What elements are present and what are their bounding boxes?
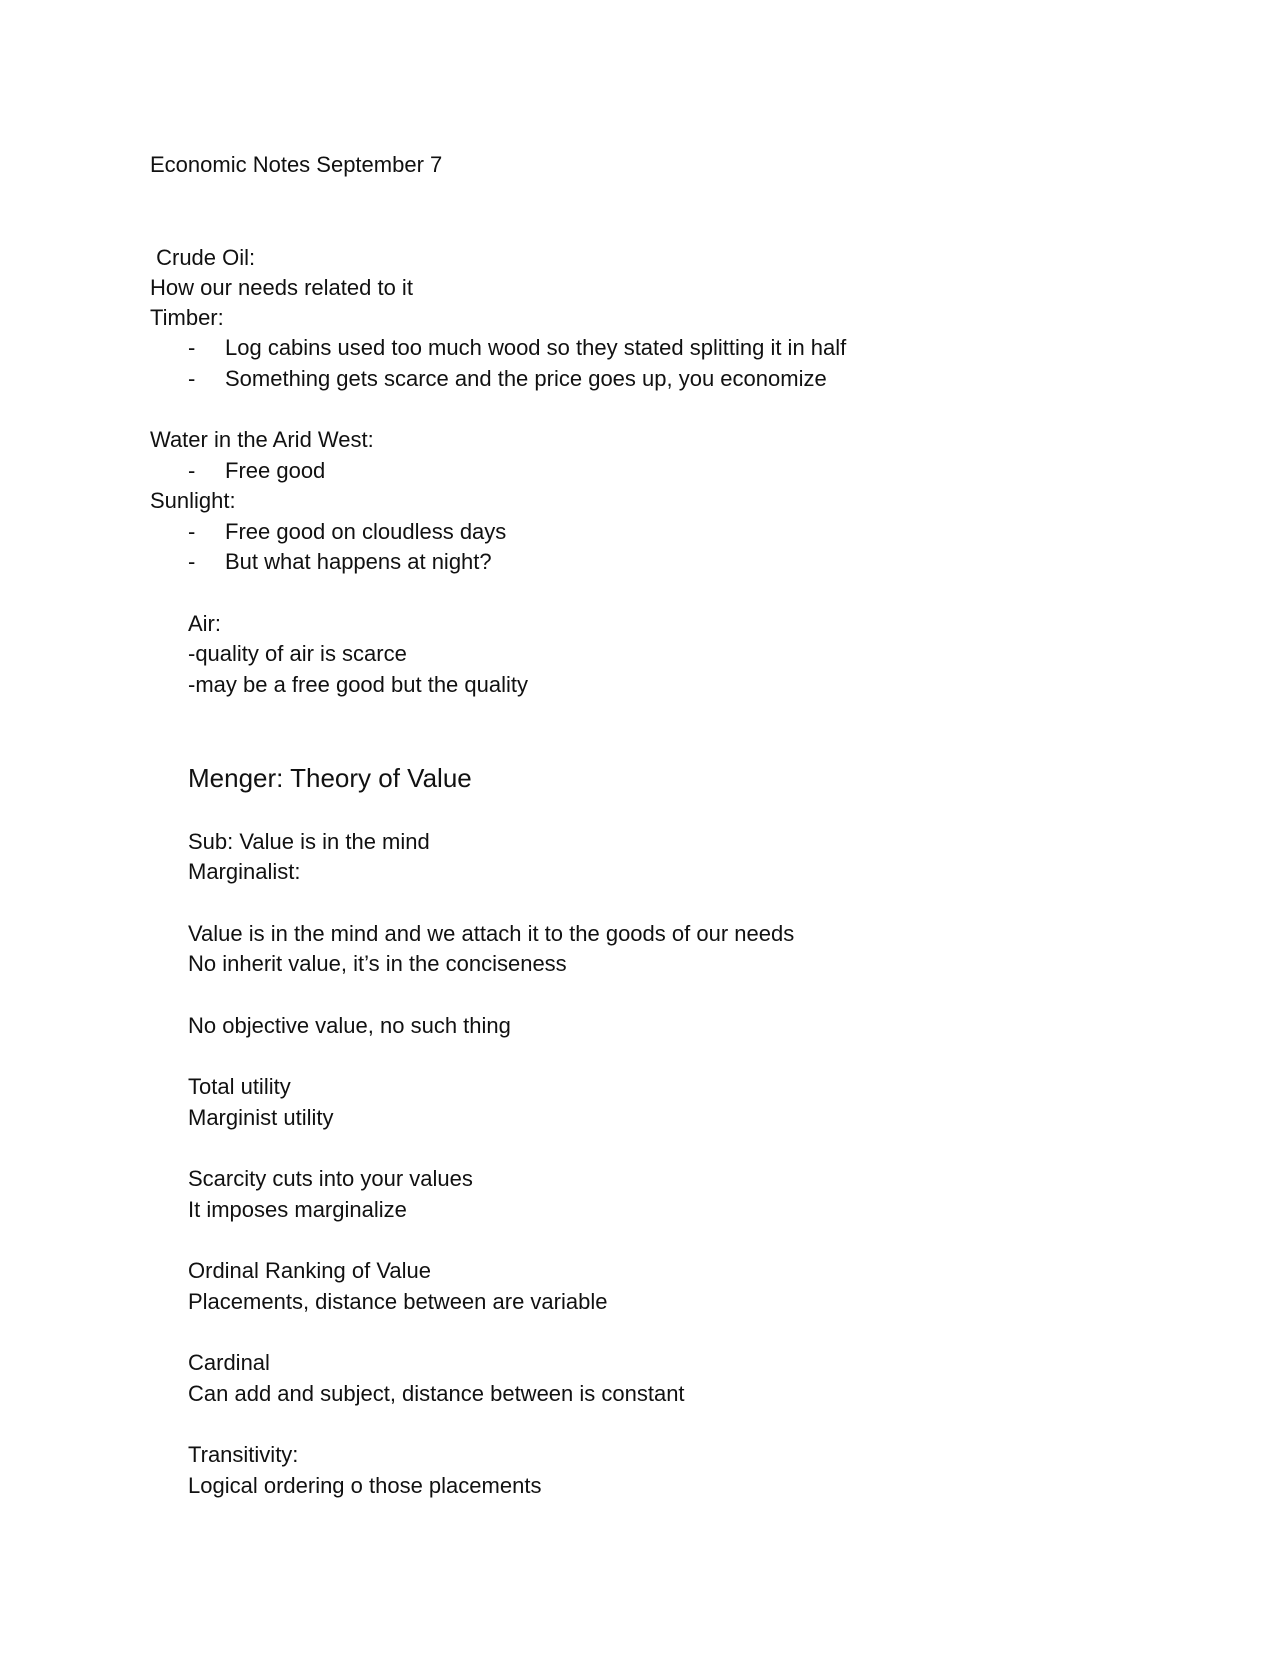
timber-bullet-2: Something gets scarce and the price goes up, you economize [225, 366, 827, 391]
document-title: Economic Notes September 7 [150, 152, 443, 177]
water-heading: Water in the Arid West: [150, 427, 374, 452]
air-line-2: -may be a free good but the quality [188, 672, 528, 697]
sunlight-heading: Sunlight: [150, 488, 236, 513]
menger-line: Ordinal Ranking of Value [188, 1258, 431, 1283]
menger-line: Marginist utility [188, 1105, 334, 1130]
menger-line: Transitivity: [188, 1442, 299, 1467]
air-heading: Air: [188, 611, 221, 636]
menger-line: Total utility [188, 1074, 291, 1099]
bullet-marker: - [188, 458, 196, 483]
menger-line: Marginalist: [188, 859, 301, 884]
timber-heading: Timber: [150, 305, 224, 330]
crude-oil-line: How our needs related to it [150, 275, 413, 300]
menger-line: Scarcity cuts into your values [188, 1166, 473, 1191]
bullet-marker: - [188, 549, 196, 574]
sunlight-bullet-1: Free good on cloudless days [225, 519, 507, 544]
menger-line: Placements, distance between are variable [188, 1289, 608, 1314]
bullet-marker: - [188, 519, 196, 544]
menger-line: Cardinal [188, 1350, 270, 1375]
menger-line: No objective value, no such thing [188, 1013, 511, 1038]
bullet-marker: - [188, 335, 196, 360]
menger-line: No inherit value, it’s in the conciseness [188, 951, 567, 976]
menger-line: Logical ordering o those placements [188, 1473, 542, 1498]
menger-line: Can add and subject, distance between is constant [188, 1381, 685, 1406]
section-heading-menger: Menger: Theory of Value [188, 763, 472, 793]
sunlight-bullet-2: But what happens at night? [225, 549, 492, 574]
air-line-1: -quality of air is scarce [188, 641, 407, 666]
menger-line: Value is in the mind and we attach it to the goods of our needs [188, 921, 795, 946]
crude-oil-heading: Crude Oil: [150, 245, 256, 270]
menger-line: Sub: Value is in the mind [188, 829, 430, 854]
water-bullet-1: Free good [225, 458, 326, 483]
timber-bullet-1: Log cabins used too much wood so they stated splitting it in half [225, 335, 847, 360]
bullet-marker: - [188, 366, 196, 391]
menger-line: It imposes marginalize [188, 1197, 407, 1222]
